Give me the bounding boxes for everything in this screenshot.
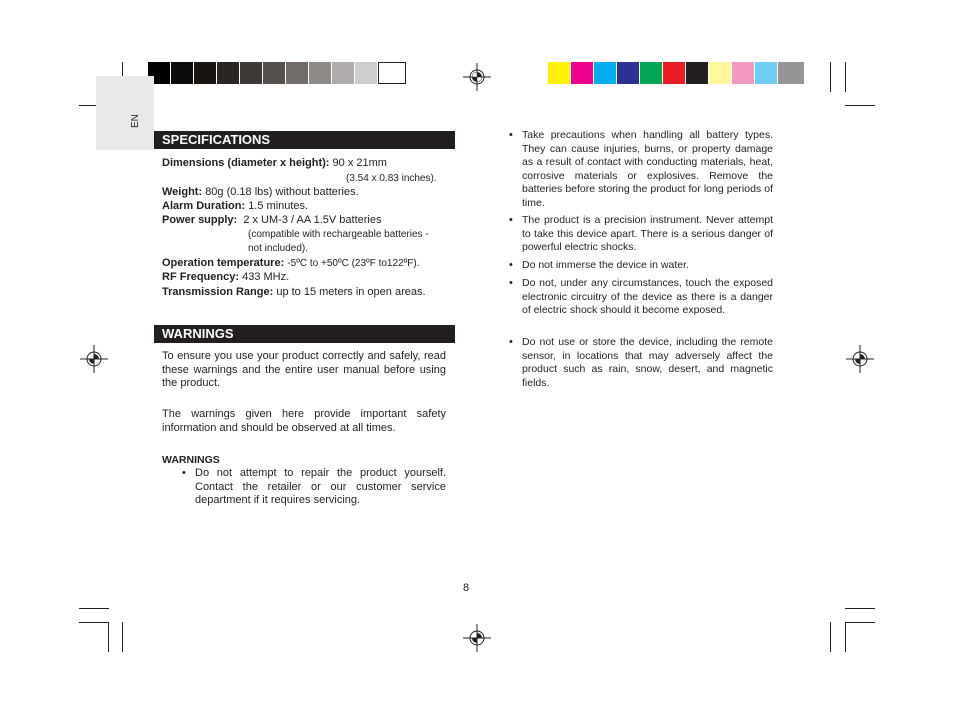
spec-value: -5ºC to +50ºC (23ºF to122ºF). xyxy=(287,258,420,269)
registration-mark-icon xyxy=(846,345,874,373)
color-swatch xyxy=(663,62,685,84)
spec-alarm xyxy=(162,199,308,213)
spec-label: Weight: xyxy=(162,186,203,198)
gray-swatch xyxy=(286,62,308,84)
spec-value: 1.5 minutes. xyxy=(248,200,309,212)
gray-swatch xyxy=(240,62,262,84)
warnings-heading: WARNINGS xyxy=(154,325,455,343)
spec-label: Dimensions (diameter x height): xyxy=(162,157,330,169)
bullet-icon: • xyxy=(509,259,513,271)
spec-dimensions xyxy=(162,156,387,170)
specifications-heading: SPECIFICATIONS xyxy=(154,131,455,149)
warning-item: Do not immerse the device in water. xyxy=(522,259,689,271)
warning-item: Do not use or store the device, including the remote sensor, in locations that may adversely affect the product such as rain, snow, desert, and magnetic fields. xyxy=(522,336,773,389)
gray-swatch xyxy=(355,62,377,84)
color-swatch xyxy=(709,62,731,84)
spec-value: 433 MHz. xyxy=(242,271,290,283)
warnings-intro: To ensure you use your product correctly and safely, read these warnings and the entire user manual before using the product. xyxy=(162,350,446,389)
spec-weight xyxy=(162,185,359,199)
page-number: 8 xyxy=(463,582,470,594)
spec-value: 80g (0.18 lbs) without batteries. xyxy=(205,186,359,198)
color-swatch xyxy=(548,62,570,84)
gray-swatch xyxy=(217,62,239,84)
registration-mark-icon xyxy=(463,624,491,652)
spec-power-note: (compatible with rechargeable batteries - xyxy=(248,229,429,240)
spec-label: RF Frequency: xyxy=(162,271,240,283)
gray-swatch xyxy=(378,62,406,84)
spec-label: Power supply: xyxy=(162,214,238,226)
spec-value: 2 x UM-3 / AA 1.5V batteries xyxy=(243,214,382,226)
spec-power xyxy=(162,213,382,227)
gray-swatch xyxy=(194,62,216,84)
color-swatch xyxy=(686,62,708,84)
color-swatch xyxy=(571,62,593,84)
color-swatch xyxy=(732,62,754,84)
gray-swatch xyxy=(263,62,285,84)
gray-swatch xyxy=(171,62,193,84)
warnings-subheading: WARNINGS xyxy=(162,454,220,466)
spec-label: Alarm Duration: xyxy=(162,200,246,212)
bullet-icon: • xyxy=(509,214,513,226)
registration-mark-icon xyxy=(80,345,108,373)
language-tab xyxy=(96,76,154,150)
warning-item: Do not, under any circumstances, touch the exposed electronic circuitry of the device as there is a danger of electric shock should it become exposed. xyxy=(522,277,773,316)
spec-label: Operation temperature: xyxy=(162,257,285,269)
warning-item: Do not attempt to repair the product yourself. Contact the retailer or our customer service department if it requires servicing. xyxy=(195,467,446,506)
bullet-icon: • xyxy=(182,467,186,479)
color-swatch xyxy=(617,62,639,84)
warning-item: Take precautions when handling all battery types. They can cause injuries, burns, or property damage as a result of contact with conducting materials, heat, corrosive materials or explosives. Remove the batteries before storing the product for long periods of time. xyxy=(522,129,773,209)
color-swatch xyxy=(640,62,662,84)
bullet-icon: • xyxy=(509,129,513,141)
bullet-icon: • xyxy=(509,277,513,289)
spec-power-note: not included). xyxy=(248,243,309,254)
warnings-intro: The warnings given here provide important safety information and should be observed at all times. xyxy=(162,408,446,434)
language-tab-label: EN xyxy=(130,114,141,128)
color-swatch xyxy=(778,62,804,84)
spec-rf xyxy=(162,270,289,284)
color-swatch xyxy=(755,62,777,84)
gray-swatch xyxy=(309,62,331,84)
spec-range xyxy=(162,285,426,299)
registration-mark-icon xyxy=(463,63,491,91)
spec-value: 90 x 21mm xyxy=(332,157,387,169)
spec-label: Transmission Range: xyxy=(162,286,274,298)
spec-value: up to 15 meters in open areas. xyxy=(276,286,426,298)
gray-swatch xyxy=(332,62,354,84)
spec-dimensions-inches: (3.54 x 0.83 inches). xyxy=(346,173,437,184)
color-swatch xyxy=(594,62,616,84)
spec-temperature xyxy=(162,256,419,271)
warning-item: The product is a precision instrument. Never attempt to take this device apart. There is a serious danger of powerful electric shocks. xyxy=(522,214,773,253)
bullet-icon: • xyxy=(509,336,513,348)
